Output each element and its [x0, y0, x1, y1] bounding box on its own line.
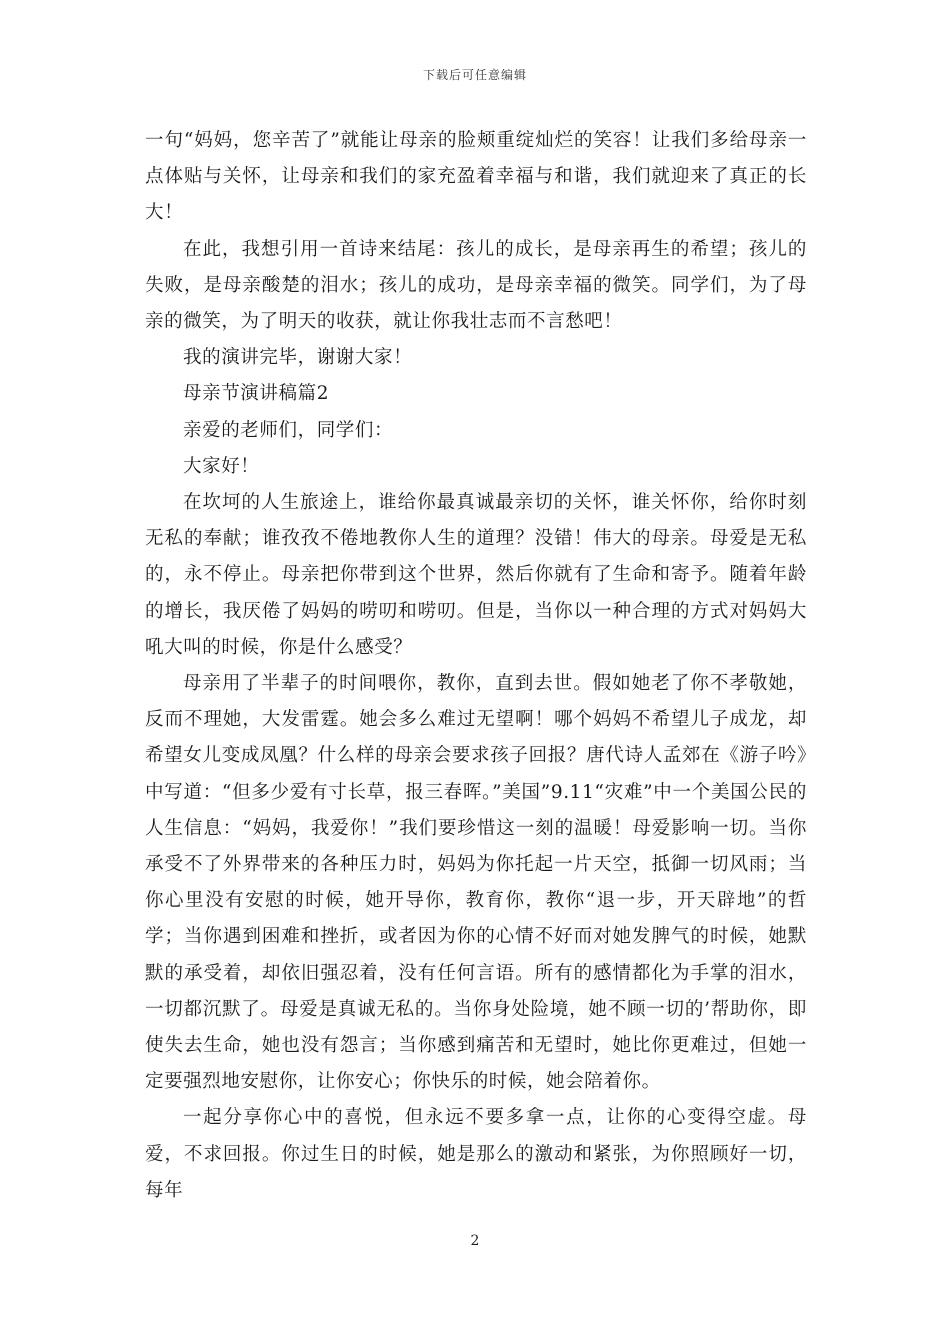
salutation: 亲爱的老师们，同学们：: [183, 419, 394, 441]
paragraph: 在此，我想引用一首诗来结尾：孩儿的成长，是母亲再生的希望；孩儿的失败，是母亲酸楚的泪水；孩儿的成功，是母亲幸福的微笑。同学们，为了母亲的微笑，为了明天的收获，就让你我壮志而不言愁吧！: [145, 238, 807, 333]
paragraph: 我的演讲完毕，谢谢大家！: [183, 347, 413, 369]
page-header: 下载后可任意编辑: [422, 68, 527, 82]
paragraph: 母亲用了半辈子的时间喂你，教你，直到去世。假如她老了你不孝敬她，反而不理她，大发雷霆。她会多么难过无望啊！哪个妈妈不希望儿子成龙，却希望女儿变成凤凰？什么样的母亲会要求孩子回报？唐代诗人孟郊在《游子吟》中写道：“但多少爱有寸长草，报三春晖。”美国”9.11“灾难”中一个美国公民的人生信息：“妈妈，我爱你！”我们要珍惜这一刻的温暖！母爱影响一切。当你承受不了外界带来的各种压力时，妈妈为你托起一片天空，抵御一切风雨；当你心里没有安慰的时候，她开导你，教育你，教你“退一步，开天辟地”的哲学；当你遇到困难和挫折，或者因为你的心情不好而对她发脾气的时候，她默默的承受着，却依旧强忍着，没有任何言语。所有的感情都化为手掌的泪水，一切都沉默了。母爱是真诚无私的。当你身处险境，她不顾一切的’帮助你，即使失去生命，她也没有怨言；当你感到痛苦和无望时，她比你更难过，但她一定要强烈地安慰你，让你安心；你快乐的时候，她会陪着你。: [145, 673, 807, 1093]
section-title: 母亲节演讲稿篇2: [183, 383, 330, 405]
document-body: [145, 123, 807, 1209]
greeting: 大家好！: [183, 455, 260, 477]
paragraph: 一句“妈妈，您辛苦了”就能让母亲的脸颊重绽灿烂的笑容！让我们多给母亲一点体贴与关怀，让母亲和我们的家充盈着幸福与和谐，我们就迎来了真正的长大！: [145, 130, 807, 224]
paragraph: 一起分享你心中的喜悦，但永远不要多拿一点，让你的心变得空虚。母爱，不求回报。你过生日的时候，她是那么的激动和紧张，为你照顾好一切，每年: [145, 1107, 807, 1201]
page-number: 2: [470, 1233, 480, 1249]
paragraph: 在坎坷的人生旅途上，谁给你最真诚最亲切的关怀，谁关怀你，给你时刻无私的奉献；谁孜孜不倦地教你人生的道理？没错！伟大的母亲。母爱是无私的，永不停止。母亲把你带到这个世界，然后你就有了生命和寄予。随着年龄的增长，我厌倦了妈妈的唠叨和唠叨。但是，当你以一种合理的方式对妈妈大吼大叫的时候，你是什么感受？: [145, 492, 807, 658]
